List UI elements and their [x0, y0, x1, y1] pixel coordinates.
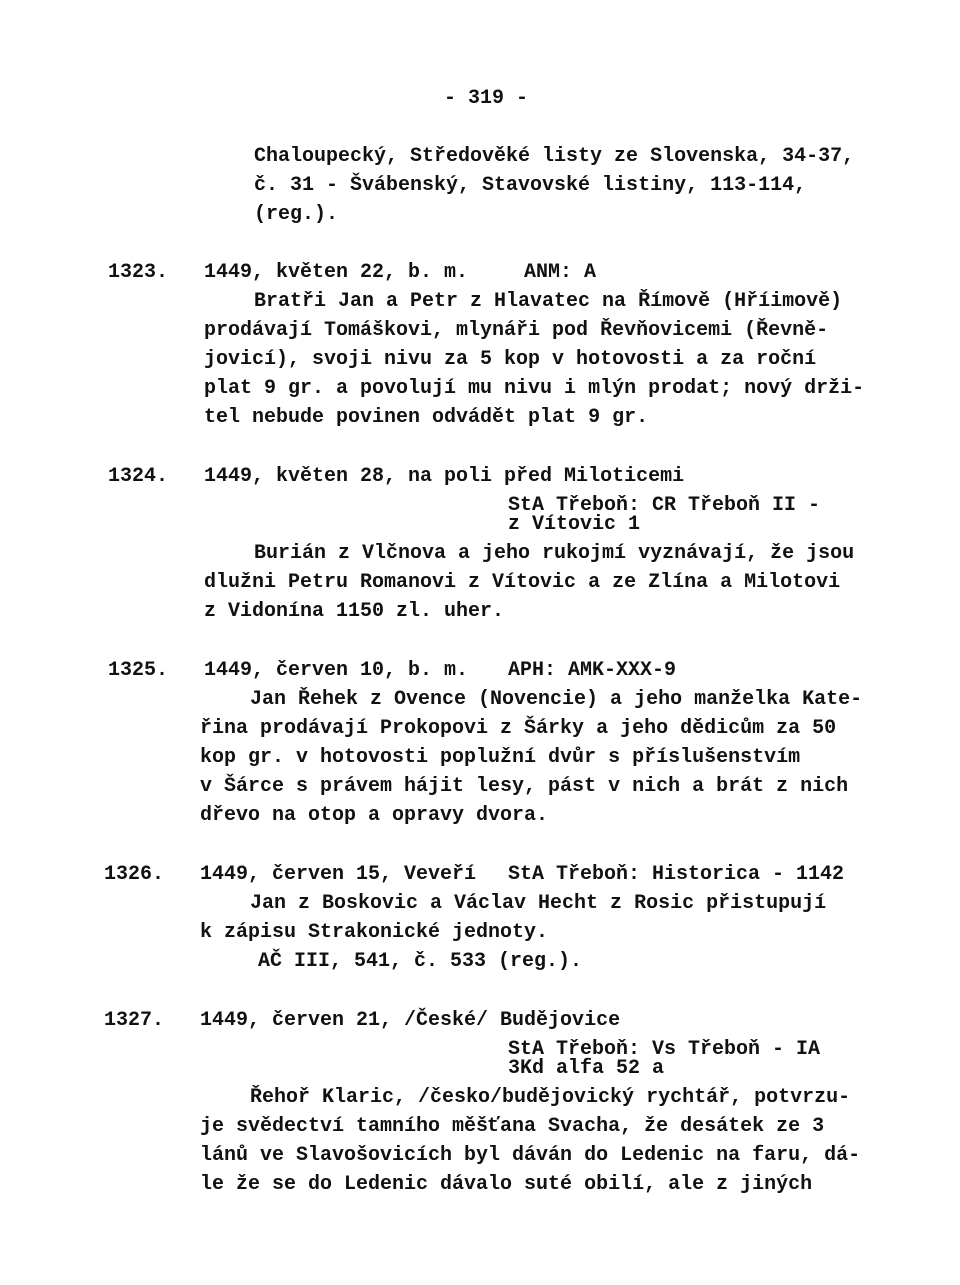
- entry-text-line: le že se do Ledenic dávalo suté obilí, ale z jiných: [200, 1173, 813, 1196]
- entry-text-line: dřevo na otop a opravy dvora.: [200, 804, 549, 827]
- entry-archive-line: 3Kd alfa 52 a: [508, 1057, 665, 1080]
- entry-text-line: v Šárce s právem hájit lesy, pást v nich a brát z nich: [200, 775, 849, 798]
- intro-line: Chaloupecký, Středověké listy ze Slovenska, 34-37,: [254, 145, 855, 168]
- entry-text-line: Řehoř Klaric, /česko/budějovický rychtář, potvrzu-: [250, 1086, 851, 1109]
- entry-text-line: kop gr. v hotovosti poplužní dvůr s příslušenstvím: [200, 746, 801, 769]
- entry-text-line: dlužni Petru Romanovi z Vítovic a ze Zlína a Milotovi: [204, 571, 841, 594]
- page-number: - 319 -: [444, 87, 529, 110]
- entry-archive: ANM: A: [524, 261, 597, 284]
- entry-archive-line: StA Třeboň: Vs Třeboň - IA: [508, 1038, 821, 1061]
- entry-text-line: k zápisu Strakonické jednoty.: [200, 921, 549, 944]
- entry-number: 1323.: [108, 261, 169, 284]
- intro-line: č. 31 - Švábenský, Stavovské listiny, 113-114,: [254, 174, 807, 197]
- entry-text-line: Jan Řehek z Ovence (Novencie) a jeho manželka Kate-: [250, 688, 863, 711]
- entry-header: 1449, červen 15, Veveří: [200, 863, 477, 886]
- entry-header: 1449, květen 22, b. m.: [204, 261, 469, 284]
- entry-text-line: plat 9 gr. a povolují mu nivu i mlýn prodat; nový drži-: [204, 377, 865, 400]
- entry-text-line: řina prodávají Prokopovi z Šárky a jeho dědicům za 50: [200, 717, 837, 740]
- intro-line: (reg.).: [254, 203, 339, 226]
- entry-text-line: Burián z Vlčnova a jeho rukojmí vyznávají, že jsou: [254, 542, 855, 565]
- entry-number: 1325.: [108, 659, 169, 682]
- entry-text-line: jovicí), svoji nivu za 5 kop v hotovosti a za roční: [204, 348, 817, 371]
- entry-header: 1449, červen 10, b. m.: [204, 659, 469, 682]
- entry-text-line: je svědectví tamního měšťana Svacha, že desátek ze 3: [200, 1115, 825, 1138]
- entry-text-line: tel nebude povinen odvádět plat 9 gr.: [204, 406, 649, 429]
- entry-text-line: Jan z Boskovic a Václav Hecht z Rosic přistupují: [250, 892, 827, 915]
- entry-number: 1324.: [108, 465, 169, 488]
- entry-text-line: z Vidonína 1150 zl. uher.: [204, 600, 505, 623]
- entry-header: 1449, květen 28, na poli před Miloticemi: [204, 465, 685, 488]
- entry-text-line: lánů ve Slavošovicích byl dáván do Ledenic na faru, dá-: [200, 1144, 861, 1167]
- entry-text-line: prodávají Tomáškovi, mlynáři pod Řevňovicemi (Řevně-: [204, 319, 829, 342]
- entry-archive-line: z Vítovic 1: [508, 513, 641, 536]
- entry-header: 1449, červen 21, /České/ Budějovice: [200, 1009, 621, 1032]
- entry-number: 1326.: [104, 863, 165, 886]
- entry-number: 1327.: [104, 1009, 165, 1032]
- entry-archive: StA Třeboň: Historica - 1142: [508, 863, 845, 886]
- entry-reference: AČ III, 541, č. 533 (reg.).: [258, 950, 583, 973]
- entry-archive-line: StA Třeboň: CR Třeboň II -: [508, 494, 821, 517]
- entry-text-line: Bratři Jan a Petr z Hlavatec na Římově (Hříimově): [254, 290, 843, 313]
- entry-archive: APH: AMK-XXX-9: [508, 659, 677, 682]
